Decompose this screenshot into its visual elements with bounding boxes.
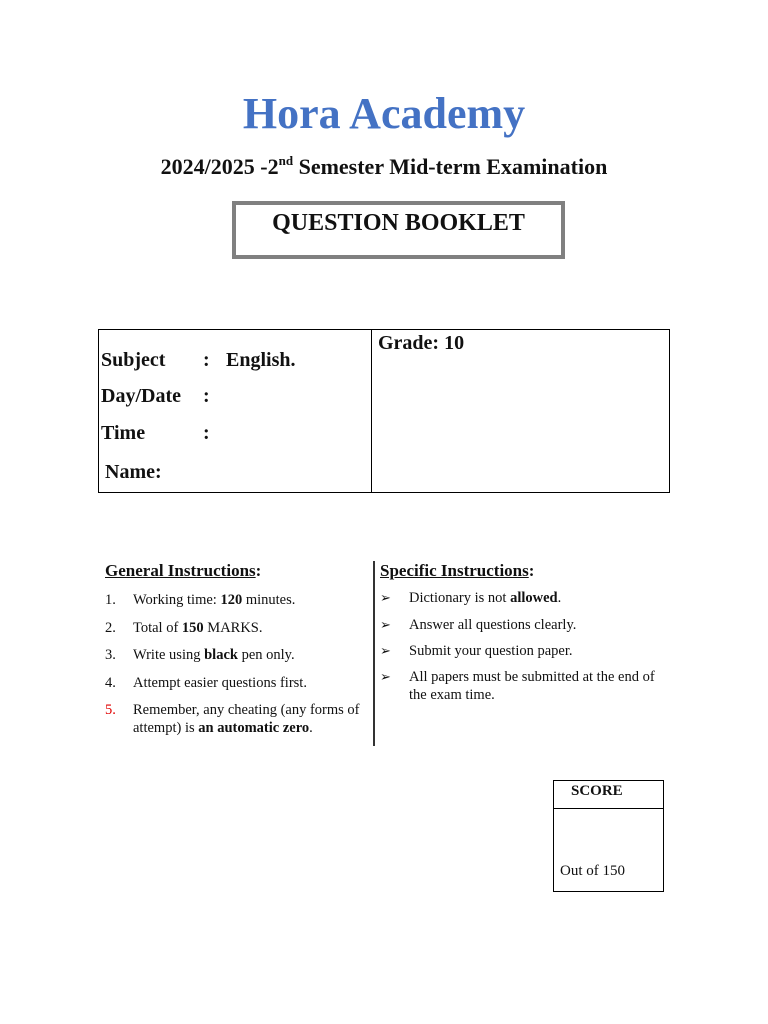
name-label: Name: bbox=[105, 461, 162, 483]
item-text bbox=[133, 619, 365, 637]
item-text-pre: Dictionary is not bbox=[409, 590, 511, 606]
item-text bbox=[409, 589, 661, 607]
item-text-pre: Answer all questions clearly. bbox=[409, 617, 577, 633]
time-label: Time bbox=[101, 422, 146, 444]
info-table bbox=[98, 329, 670, 493]
item-text-post: minutes. bbox=[242, 592, 296, 608]
item-text bbox=[133, 701, 365, 737]
item-text-bold: 150 bbox=[181, 620, 204, 636]
score-out-of: Out of 150 bbox=[560, 863, 625, 879]
item-number: 3. bbox=[105, 647, 116, 663]
item-text bbox=[409, 616, 661, 634]
arrow-bullet-icon: ➢ bbox=[380, 643, 391, 658]
grade-label: Grade: 10 bbox=[378, 332, 465, 354]
subject-colon: : bbox=[203, 349, 210, 371]
specific-heading bbox=[380, 560, 665, 582]
item-text-pre: Working time: bbox=[133, 592, 221, 608]
item-text-pre: Write using bbox=[133, 647, 205, 663]
arrow-bullet-icon: ➢ bbox=[380, 669, 391, 684]
subject-value: English. bbox=[226, 349, 296, 371]
general-instructions bbox=[105, 560, 367, 736]
booklet-box bbox=[232, 201, 565, 259]
item-text-post: . bbox=[557, 590, 562, 606]
general-heading-text: General Instructions bbox=[105, 561, 256, 580]
item-text-post: . bbox=[309, 720, 313, 736]
item-text-pre: Attempt easier questions first. bbox=[133, 675, 307, 691]
time-colon: : bbox=[203, 422, 210, 444]
item-text-post: pen only. bbox=[237, 647, 295, 663]
arrow-bullet-icon: ➢ bbox=[380, 590, 391, 605]
general-heading-colon: : bbox=[255, 561, 262, 580]
specific-heading-text: Specific Instructions bbox=[380, 561, 529, 580]
item-text-pre: All papers must be submitted at the end of the exam time. bbox=[409, 669, 655, 703]
item-text bbox=[133, 591, 365, 609]
booklet-label: QUESTION BOOKLET bbox=[272, 210, 525, 236]
specific-instructions bbox=[380, 560, 665, 703]
item-text-bold: an automatic zero bbox=[198, 720, 310, 736]
info-divider bbox=[371, 330, 372, 492]
subtitle-suffix: Semester Mid-term Examination bbox=[293, 154, 608, 179]
item-text-bold: allowed bbox=[510, 590, 558, 606]
item-text bbox=[409, 668, 661, 704]
subtitle-prefix: 2024/2025 -2 bbox=[160, 154, 279, 179]
item-number: 2. bbox=[105, 620, 116, 636]
arrow-bullet-icon: ➢ bbox=[380, 617, 391, 632]
daydate-label: Day/Date bbox=[101, 385, 181, 407]
column-divider bbox=[373, 561, 375, 746]
score-label: SCORE bbox=[554, 781, 663, 809]
item-text bbox=[133, 674, 365, 692]
item-text-pre: Remember, any cheating (any forms of attempt) is bbox=[133, 702, 360, 736]
item-text bbox=[409, 642, 661, 660]
general-heading bbox=[105, 560, 367, 582]
item-number: 5. bbox=[105, 702, 116, 718]
daydate-colon: : bbox=[203, 385, 210, 407]
item-text-bold: 120 bbox=[220, 592, 243, 608]
item-text bbox=[133, 646, 365, 664]
specific-heading-colon: : bbox=[528, 561, 535, 580]
item-text-post: MARKS. bbox=[203, 620, 263, 636]
subject-label: Subject bbox=[101, 349, 166, 371]
subtitle-ordinal: nd bbox=[278, 153, 294, 168]
score-box bbox=[553, 780, 664, 892]
school-title: Hora Academy bbox=[242, 89, 526, 138]
item-text-pre: Total of bbox=[133, 620, 182, 636]
item-text-pre: Submit your question paper. bbox=[409, 643, 573, 659]
item-number: 1. bbox=[105, 592, 116, 608]
item-text-bold: black bbox=[204, 647, 238, 663]
exam-subtitle bbox=[0, 152, 768, 182]
item-number: 4. bbox=[105, 675, 116, 691]
